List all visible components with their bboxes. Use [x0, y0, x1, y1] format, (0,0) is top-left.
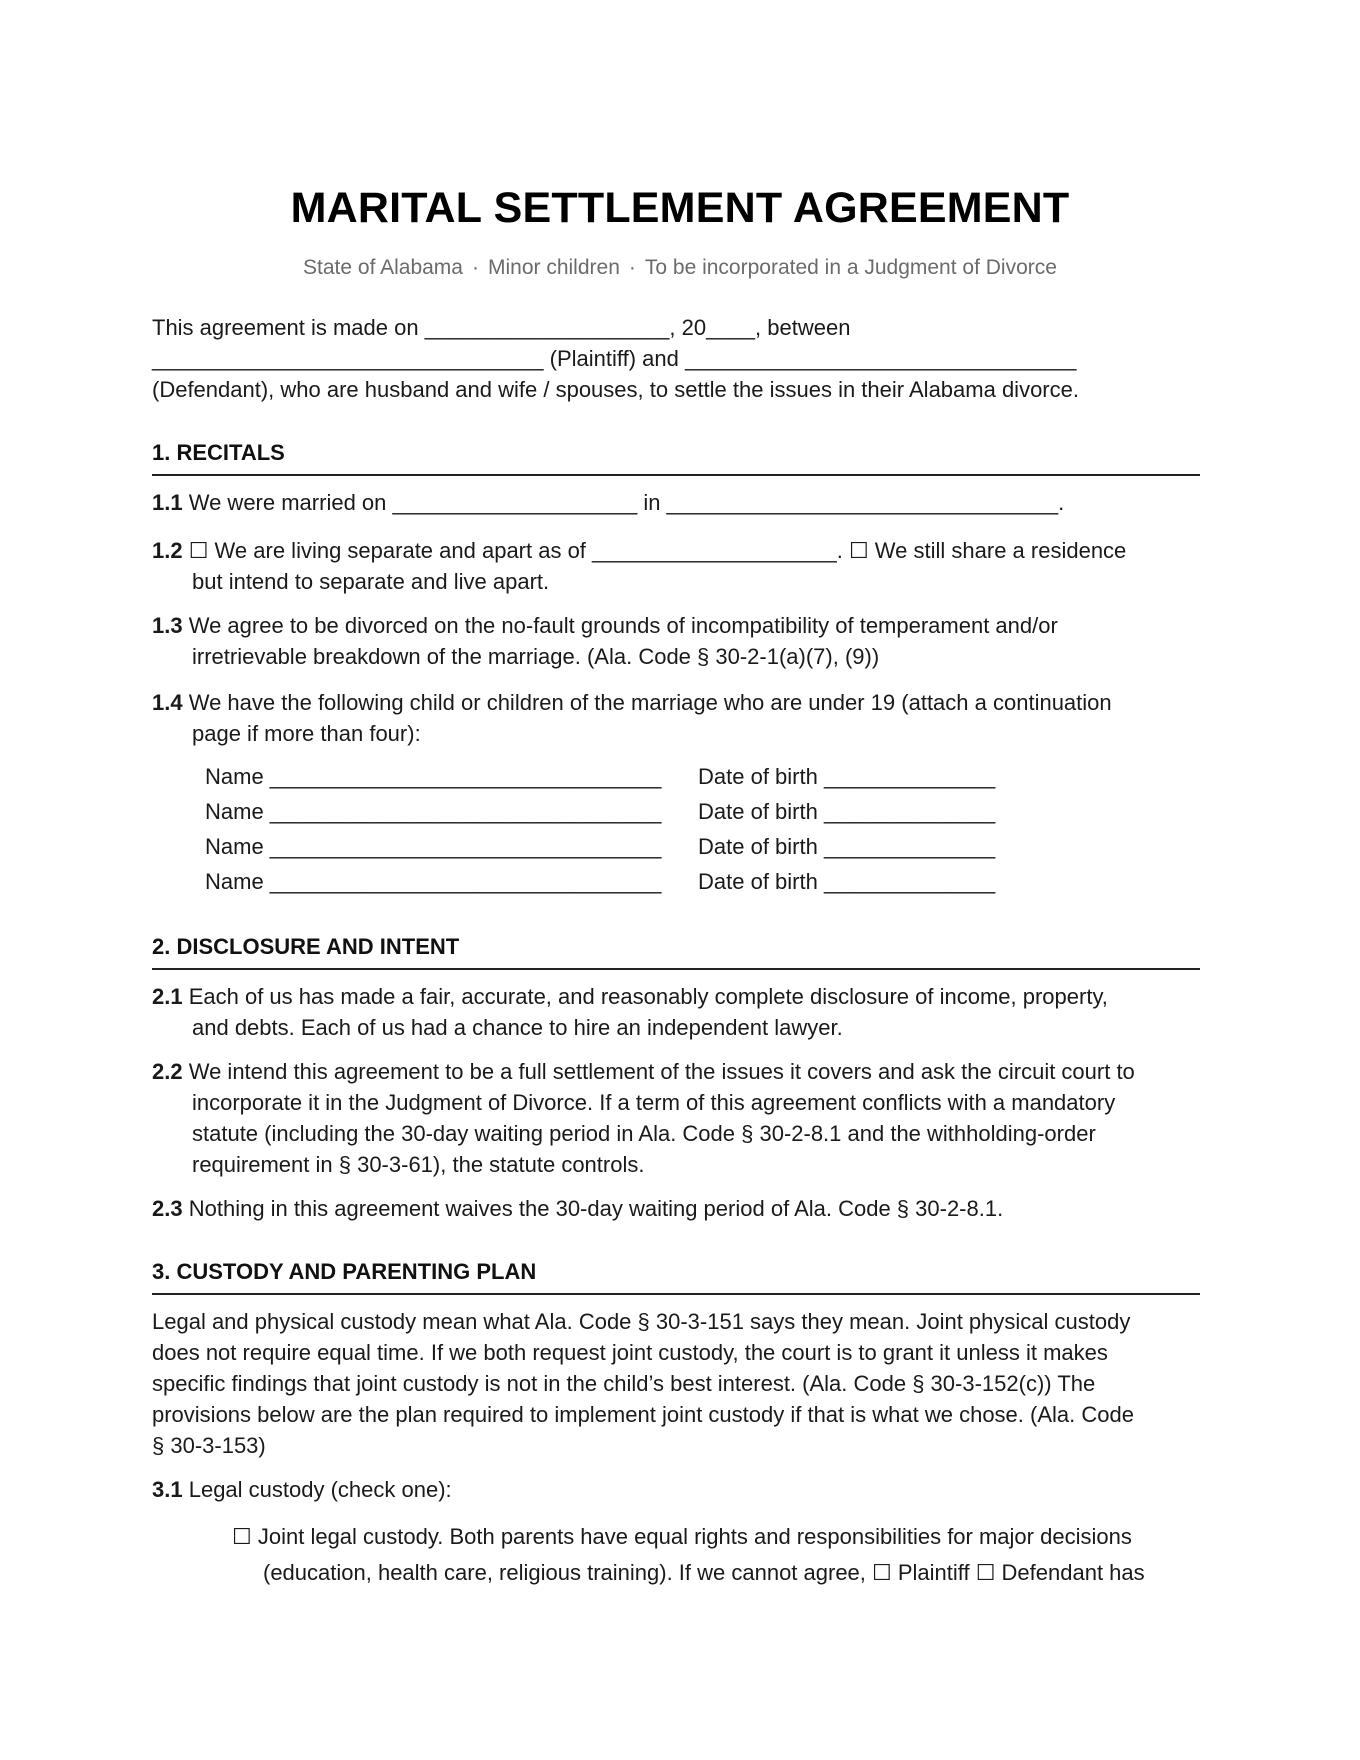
subtitle-separator: ·	[628, 256, 636, 279]
custody-intro-line: does not require equal time. If we both request joint custody, the court is to grant it unless it makes	[152, 1340, 1108, 1365]
paragraph-text: Nothing in this agreement waives the 30-day waiting period of Ala. Code § 30-2-8.1.	[188, 1196, 1004, 1221]
child-dob-field[interactable]: Date of birth ______________	[698, 799, 996, 824]
paragraph-number: 3.1	[152, 1477, 183, 1502]
section-1-heading: 1. RECITALS	[152, 440, 285, 465]
section-3-heading: 3. CUSTODY AND PARENTING PLAN	[152, 1259, 537, 1284]
custody-intro-line: Legal and physical custody mean what Ala. Code § 30-3-151 says they mean. Joint physical custody	[152, 1309, 1131, 1334]
paragraph-number: 2.2	[152, 1059, 183, 1084]
paragraph-1-2	[152, 538, 1126, 564]
paragraph-1-4-cont: page if more than four):	[192, 721, 421, 746]
joint-legal-custody-checkbox[interactable]: ☐	[232, 1524, 252, 1549]
paragraph-2-1	[152, 984, 1108, 1010]
paragraph-2-1-cont: and debts. Each of us had a chance to hire an independent lawyer.	[192, 1015, 843, 1040]
child-name-field[interactable]: Name ________________________________	[205, 834, 662, 859]
paragraph-2-3	[152, 1196, 1003, 1222]
paragraph-text: We agree to be divorced on the no-fault grounds of incompatibility of temperament and/or	[188, 613, 1058, 638]
section-2-heading: 2. DISCLOSURE AND INTENT	[152, 934, 460, 959]
paragraph-3-1	[152, 1477, 452, 1503]
paragraph-number: 1.4	[152, 690, 183, 715]
child-dob-field[interactable]: Date of birth ______________	[698, 764, 996, 789]
paragraph-text: ☐ We are living separate and apart as of ____________________. ☐ We still share a residence	[188, 538, 1127, 563]
paragraph-number: 2.1	[152, 984, 183, 1009]
subtitle-judgment: To be incorporated in a Judgment of Divorce	[644, 256, 1057, 279]
child-name-field[interactable]: Name ________________________________	[205, 764, 662, 789]
paragraph-text: We have the following child or children of the marriage who are under 19 (attach a continuation	[188, 690, 1112, 715]
custody-intro-line: § 30-3-153)	[152, 1433, 266, 1458]
child-dob-field[interactable]: Date of birth ______________	[698, 834, 996, 859]
custody-intro-line: provisions below are the plan required to implement joint custody if that is what we chose. (Ala. Code	[152, 1402, 1134, 1427]
subtitle-state: State of Alabama	[303, 256, 463, 279]
intro-line-1: This agreement is made on ____________________, 20____, between	[152, 315, 851, 340]
child-name-field[interactable]: Name ________________________________	[205, 799, 662, 824]
option-text: Joint legal custody. Both parents have equal rights and responsibilities for major decisions	[257, 1524, 1132, 1549]
paragraph-1-1	[152, 490, 1064, 516]
paragraph-2-2-cont: incorporate it in the Judgment of Divorce. If a term of this agreement conflicts with a mandatory	[192, 1090, 1116, 1115]
paragraph-2-2-cont: statute (including the 30-day waiting period in Ala. Code § 30-2-8.1 and the withholding-order	[192, 1121, 1096, 1146]
intro-line-2: ________________________________ (Plaintiff) and ________________________________	[152, 346, 1077, 371]
custody-intro-line: specific findings that joint custody is not in the child’s best interest. (Ala. Code § 30-3-152(c)) The	[152, 1371, 1096, 1396]
paragraph-text: We intend this agreement to be a full settlement of the issues it covers and ask the circuit court to	[188, 1059, 1135, 1084]
paragraph-2-2-cont: requirement in § 30-3-61), the statute controls.	[192, 1152, 645, 1177]
section-2-divider	[152, 968, 1200, 970]
paragraph-number: 2.3	[152, 1196, 183, 1221]
section-1-divider	[152, 474, 1200, 476]
paragraph-text: We were married on ____________________ in ________________________________.	[188, 490, 1065, 515]
document-title: MARITAL SETTLEMENT AGREEMENT	[290, 184, 1070, 232]
joint-legal-custody-option-cont: (education, health care, religious training). If we cannot agree, ☐ Plaintiff ☐ Defendant has	[263, 1560, 1145, 1585]
paragraph-2-2	[152, 1059, 1135, 1085]
paragraph-1-4	[152, 690, 1112, 716]
child-dob-field[interactable]: Date of birth ______________	[698, 869, 996, 894]
paragraph-1-3-cont: irretrievable breakdown of the marriage. (Ala. Code § 30-2-1(a)(7), (9))	[192, 644, 880, 669]
subtitle-children: Minor children	[487, 256, 620, 279]
paragraph-number: 1.1	[152, 490, 183, 515]
paragraph-1-2-cont: but intend to separate and live apart.	[192, 569, 550, 594]
paragraph-number: 1.2	[152, 538, 183, 563]
paragraph-text: Each of us has made a fair, accurate, and reasonably complete disclosure of income, property,	[188, 984, 1108, 1009]
intro-line-3: (Defendant), who are husband and wife / spouses, to settle the issues in their Alabama divorce.	[152, 377, 1079, 402]
paragraph-number: 1.3	[152, 613, 183, 638]
child-name-field[interactable]: Name ________________________________	[205, 869, 662, 894]
document-subtitle	[0, 256, 1360, 280]
paragraph-text: Legal custody (check one):	[188, 1477, 452, 1502]
paragraph-1-3	[152, 613, 1058, 639]
subtitle-separator: ·	[471, 256, 479, 279]
joint-legal-custody-option	[232, 1524, 1132, 1550]
section-3-divider	[152, 1293, 1200, 1295]
